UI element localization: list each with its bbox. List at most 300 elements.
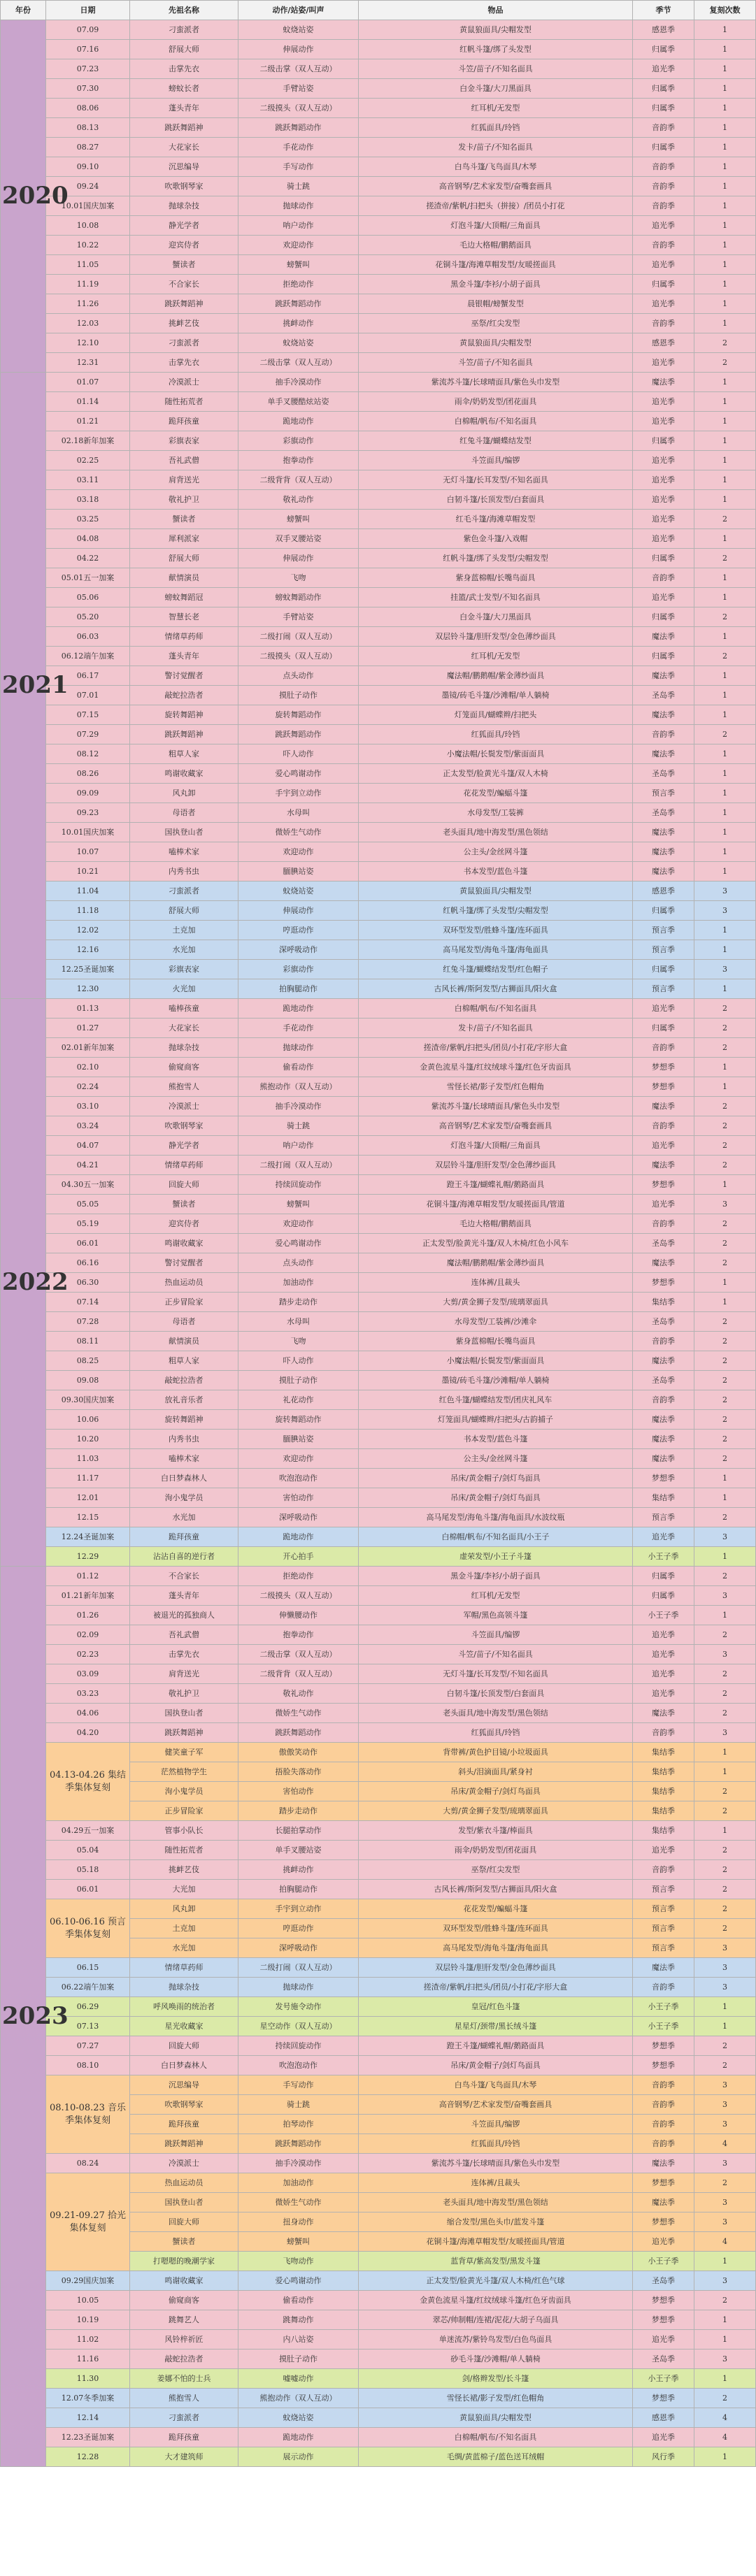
action-cell: 摸肚子动作 bbox=[238, 2350, 359, 2369]
ancestor-cell: 热血运动员 bbox=[130, 2173, 238, 2193]
action-cell: 飞吻 bbox=[238, 1332, 359, 1351]
season-cell: 音韵季 bbox=[633, 2075, 694, 2095]
items-cell: 白棉帽/帆布/不知名面具/小王子 bbox=[359, 1527, 633, 1547]
date-cell: 08.25 bbox=[46, 1351, 130, 1371]
items-cell: 星星灯/颈带/黑长绒斗篷 bbox=[359, 2017, 633, 2036]
season-cell: 音韵季 bbox=[633, 2115, 694, 2134]
table-row bbox=[1, 901, 756, 921]
table-row bbox=[1, 1156, 756, 1175]
action-cell: 手写动作 bbox=[238, 157, 359, 177]
date-cell: 11.19 bbox=[46, 275, 130, 294]
items-cell: 红狐面具/玲铛 bbox=[359, 725, 633, 744]
items-cell: 墨镜/砖毛斗篷/沙滩帽/单人躺椅 bbox=[359, 1371, 633, 1390]
ancestor-cell: 回旋大师 bbox=[130, 2212, 238, 2232]
ancestor-cell: 母语者 bbox=[130, 803, 238, 823]
date-cell: 12.30 bbox=[46, 979, 130, 999]
items-cell: 吊床/黄金帽子/剑灯鸟面具 bbox=[359, 1469, 633, 1488]
ancestor-cell: 敲蛇拉浩者 bbox=[130, 2350, 238, 2369]
ancestor-cell: 沉思编导 bbox=[130, 2075, 238, 2095]
season-cell: 魔法季 bbox=[633, 1430, 694, 1449]
count-cell: 2 bbox=[694, 1782, 756, 1801]
items-cell: 黄鼠狼面具/尖帽发型 bbox=[359, 333, 633, 353]
date-cell: 03.24 bbox=[46, 1116, 130, 1136]
ancestor-cell: 跳舞艺人 bbox=[130, 2310, 238, 2330]
table-row bbox=[1, 627, 756, 647]
action-cell: 欢迎动作 bbox=[238, 1214, 359, 1234]
season-cell: 追光季 bbox=[633, 1841, 694, 1860]
action-cell: 呐户动作 bbox=[238, 1136, 359, 1156]
table-row bbox=[1, 2369, 756, 2389]
action-cell: 飞吻 bbox=[238, 568, 359, 588]
action-cell: 点头动作 bbox=[238, 666, 359, 686]
table-row bbox=[1, 1567, 756, 1586]
items-cell: 吊床/黄金帽子/剑灯鸟面具 bbox=[359, 2056, 633, 2075]
count-cell: 1 bbox=[694, 1821, 756, 1841]
items-cell: 白金斗篷/大刀黑面具 bbox=[359, 79, 633, 99]
table-row bbox=[1, 99, 756, 118]
count-cell: 2 bbox=[694, 1508, 756, 1527]
action-cell: 腼腆站姿 bbox=[238, 862, 359, 882]
items-cell: 发型/紫衣斗篷/棒面具 bbox=[359, 1821, 633, 1841]
action-cell: 摸肚子动作 bbox=[238, 686, 359, 705]
season-cell: 小王子季 bbox=[633, 2017, 694, 2036]
table-row bbox=[1, 1293, 756, 1312]
count-cell: 2 bbox=[694, 353, 756, 373]
action-cell: 二级打闹（双人互动） bbox=[238, 627, 359, 647]
date-cell: 08.27 bbox=[46, 138, 130, 157]
table-row bbox=[1, 607, 756, 627]
table-row bbox=[1, 764, 756, 784]
date-cell: 02.09 bbox=[46, 1625, 130, 1645]
count-cell: 1 bbox=[694, 1547, 756, 1567]
date-cell: 07.16 bbox=[46, 40, 130, 59]
action-cell: 跳跃舞蹈动作 bbox=[238, 2134, 359, 2154]
action-cell: 跳跃舞蹈动作 bbox=[238, 725, 359, 744]
date-cell: 09.24 bbox=[46, 177, 130, 196]
ancestor-cell: 吹歌钢琴家 bbox=[130, 2095, 238, 2115]
ancestor-cell: 水光加 bbox=[130, 1508, 238, 1527]
table-row bbox=[1, 1841, 756, 1860]
date-cell: 06.03 bbox=[46, 627, 130, 647]
items-cell: 背带裤/黄色护目镜/小垃圾面具 bbox=[359, 1743, 633, 1762]
action-cell: 拍琴动作 bbox=[238, 2115, 359, 2134]
count-cell: 1 bbox=[694, 744, 756, 764]
action-cell: 手宇到立动作 bbox=[238, 784, 359, 803]
count-cell: 3 bbox=[694, 960, 756, 979]
table-row bbox=[1, 1527, 756, 1547]
ancestor-cell: 静光学者 bbox=[130, 216, 238, 236]
items-cell: 老头面具/地中海发型/黑色领结 bbox=[359, 823, 633, 842]
items-cell: 吊床/黄金帽子/剑灯鸟面具 bbox=[359, 1782, 633, 1801]
items-cell: 白韧斗篷/长顶发型/白套面具 bbox=[359, 490, 633, 510]
action-cell: 抽手冷漠动作 bbox=[238, 1097, 359, 1116]
items-cell: 晨银帽/螃蟹发型 bbox=[359, 294, 633, 314]
table-row bbox=[1, 2350, 756, 2369]
table-row bbox=[1, 196, 756, 216]
table-row bbox=[1, 1195, 756, 1214]
count-cell: 1 bbox=[694, 803, 756, 823]
ancestor-cell: 击掌先衣 bbox=[130, 59, 238, 79]
date-cell: 01.13 bbox=[46, 999, 130, 1019]
col-year: 年份 bbox=[1, 1, 46, 20]
items-cell: 紫身蓝棉帽/长嘴鸟面具 bbox=[359, 568, 633, 588]
ancestor-cell: 肩背送光 bbox=[130, 470, 238, 490]
ancestor-cell: 鸣谢收藏家 bbox=[130, 1234, 238, 1253]
season-cell: 圣岛季 bbox=[633, 1312, 694, 1332]
count-cell: 2 bbox=[694, 1312, 756, 1332]
table-row bbox=[1, 1116, 756, 1136]
ancestor-cell: 跳跃舞蹈神 bbox=[130, 1723, 238, 1743]
items-cell: 斗笠/苗子/不知名面具 bbox=[359, 1645, 633, 1664]
action-cell: 点头动作 bbox=[238, 1253, 359, 1273]
ancestor-cell: 献情演员 bbox=[130, 1332, 238, 1351]
ancestor-cell: 管事小队长 bbox=[130, 1821, 238, 1841]
items-cell: 雪怪长裙/影子发型/红色帽角 bbox=[359, 1077, 633, 1097]
date-cell: 09.23 bbox=[46, 803, 130, 823]
date-cell: 07.27 bbox=[46, 2036, 130, 2056]
season-cell: 集结季 bbox=[633, 1743, 694, 1762]
table-row bbox=[1, 451, 756, 470]
items-cell: 高马尾发型/海龟斗篷/海龟面具 bbox=[359, 940, 633, 960]
ancestor-cell: 水光加 bbox=[130, 940, 238, 960]
count-cell: 1 bbox=[694, 157, 756, 177]
action-cell: 手写动作 bbox=[238, 2075, 359, 2095]
date-cell: 02.10 bbox=[46, 1058, 130, 1077]
ancestor-cell: 蟹读者 bbox=[130, 2232, 238, 2252]
table-row bbox=[1, 960, 756, 979]
table-row bbox=[1, 2330, 756, 2350]
action-cell: 跪地动作 bbox=[238, 999, 359, 1019]
season-cell: 圣岛季 bbox=[633, 764, 694, 784]
action-cell: 单手叉腰站姿 bbox=[238, 1841, 359, 1860]
table-row bbox=[1, 940, 756, 960]
ancestor-cell: 内秀书虫 bbox=[130, 1430, 238, 1449]
season-cell: 小王子季 bbox=[633, 1997, 694, 2017]
date-cell: 11.17 bbox=[46, 1469, 130, 1488]
season-cell: 预言季 bbox=[633, 979, 694, 999]
season-cell: 追光季 bbox=[633, 2330, 694, 2350]
ancestor-cell: 嗑棒术家 bbox=[130, 842, 238, 862]
count-cell: 2 bbox=[694, 1684, 756, 1704]
items-cell: 虚荣发型/小王子斗篷 bbox=[359, 1547, 633, 1567]
season-cell: 魔法季 bbox=[633, 373, 694, 392]
season-cell: 归属季 bbox=[633, 275, 694, 294]
action-cell: 加油动作 bbox=[238, 1273, 359, 1293]
date-cell: 01.14 bbox=[46, 392, 130, 412]
col-count: 复刻次数 bbox=[694, 1, 756, 20]
season-cell: 追光季 bbox=[633, 490, 694, 510]
table-row bbox=[1, 999, 756, 1019]
items-cell: 灯笼面具/蝴蝶辫/扫把头 bbox=[359, 705, 633, 725]
ancestor-cell: 跳跃舞蹈神 bbox=[130, 2134, 238, 2154]
table-row bbox=[1, 59, 756, 79]
items-cell: 吊床/黄金帽子/剑灯鸟面具 bbox=[359, 1488, 633, 1508]
items-cell: 金黄色流星斗篷/红纹绒球斗篷/红色牙齿面具 bbox=[359, 1058, 633, 1077]
season-cell: 追光季 bbox=[633, 1195, 694, 1214]
table-row bbox=[1, 1077, 756, 1097]
action-cell: 哼逛动作 bbox=[238, 1919, 359, 1938]
count-cell: 2 bbox=[694, 1097, 756, 1116]
table-row bbox=[1, 1488, 756, 1508]
table-row bbox=[1, 1860, 756, 1880]
table-row bbox=[1, 294, 756, 314]
ancestor-cell: 旋转舞蹈神 bbox=[130, 705, 238, 725]
table-row bbox=[1, 353, 756, 373]
items-cell: 斗笠面具/编锣 bbox=[359, 451, 633, 470]
items-cell: 白韧斗篷/长顶发型/白套面具 bbox=[359, 1684, 633, 1704]
count-cell: 1 bbox=[694, 490, 756, 510]
group-label-cell: 04.13-04.26 集结季集体复刻 bbox=[46, 1743, 130, 1821]
items-cell: 蹬王斗篷/蝴蝶礼帽/鹅路面具 bbox=[359, 2036, 633, 2056]
count-cell: 3 bbox=[694, 1958, 756, 1978]
date-cell: 06.22端午加案 bbox=[46, 1978, 130, 1997]
action-cell: 彩旗动作 bbox=[238, 960, 359, 979]
ancestor-cell: 蟹读者 bbox=[130, 255, 238, 275]
ancestor-cell: 吾礼武僧 bbox=[130, 1625, 238, 1645]
ancestor-cell: 敲蛇拉浩者 bbox=[130, 1371, 238, 1390]
ancestor-cell: 情绪草药师 bbox=[130, 1958, 238, 1978]
items-cell: 皇冠/红色斗篷 bbox=[359, 1997, 633, 2017]
action-cell: 微娇生气动作 bbox=[238, 2193, 359, 2212]
count-cell: 2 bbox=[694, 1234, 756, 1253]
action-cell: 嘘嘘动作 bbox=[238, 2369, 359, 2389]
date-cell: 04.30五一加案 bbox=[46, 1175, 130, 1195]
ancestor-cell: 刁蛮派者 bbox=[130, 882, 238, 901]
action-cell: 爱心鸣谢动作 bbox=[238, 2271, 359, 2291]
ancestor-cell: 健笑童子军 bbox=[130, 1743, 238, 1762]
season-cell: 追光季 bbox=[633, 510, 694, 529]
items-cell: 花花发型/蝙蝠斗篷 bbox=[359, 1899, 633, 1919]
ancestor-cell: 回旋大师 bbox=[130, 1175, 238, 1195]
date-cell: 08.24 bbox=[46, 2154, 130, 2173]
count-cell: 2 bbox=[694, 549, 756, 568]
count-cell: 1 bbox=[694, 842, 756, 862]
ancestor-cell: 蓬头青年 bbox=[130, 1586, 238, 1606]
ancestor-cell: 沾沾自喜的逆行者 bbox=[130, 1547, 238, 1567]
season-cell: 归属季 bbox=[633, 1567, 694, 1586]
ancestor-cell: 火光加 bbox=[130, 979, 238, 999]
table-row bbox=[1, 1214, 756, 1234]
items-cell: 紫流苏斗篷/长球晴面具/紫色头巾发型 bbox=[359, 1097, 633, 1116]
action-cell: 旋转舞蹈动作 bbox=[238, 705, 359, 725]
season-cell: 感恩季 bbox=[633, 2408, 694, 2428]
count-cell: 1 bbox=[694, 1488, 756, 1508]
count-cell: 3 bbox=[694, 2271, 756, 2291]
items-cell: 连体裤/且裁头 bbox=[359, 2173, 633, 2193]
count-cell: 1 bbox=[694, 79, 756, 99]
table-row bbox=[1, 412, 756, 431]
action-cell: 爱心鸣谢动作 bbox=[238, 1234, 359, 1253]
ancestor-cell: 刁蛮派者 bbox=[130, 333, 238, 353]
items-cell: 白棉帽/帆布/不知名面具 bbox=[359, 412, 633, 431]
season-cell: 梦想季 bbox=[633, 2291, 694, 2310]
action-cell: 蚊烧站姿 bbox=[238, 882, 359, 901]
items-cell: 花铜斗篷/海滩草帽发型/友暖搓面具/管道 bbox=[359, 2232, 633, 2252]
ancestor-cell: 姜娜不怕的士兵 bbox=[130, 2369, 238, 2389]
table-row bbox=[1, 1175, 756, 1195]
date-cell: 05.04 bbox=[46, 1841, 130, 1860]
date-cell: 10.01国庆加案 bbox=[46, 196, 130, 216]
ancestor-cell: 不合家长 bbox=[130, 1567, 238, 1586]
action-cell: 跪地动作 bbox=[238, 412, 359, 431]
items-cell: 红色斗篷/蝴蝶结发型/团庆礼风车 bbox=[359, 1390, 633, 1410]
action-cell: 二级击掌（双人互动） bbox=[238, 1645, 359, 1664]
ancestor-cell: 白日梦森林人 bbox=[130, 1469, 238, 1488]
date-cell: 08.10 bbox=[46, 2056, 130, 2075]
count-cell: 2 bbox=[694, 2036, 756, 2056]
items-cell: 花铜斗篷/海滩草帽发型/友暖搓面具/管道 bbox=[359, 1195, 633, 1214]
action-cell: 哼逛动作 bbox=[238, 921, 359, 940]
group-label-cell: 08.10-08.23 音乐季集体复刻 bbox=[46, 2075, 130, 2154]
ancestor-cell: 跪拜孩童 bbox=[130, 1527, 238, 1547]
table-row bbox=[1, 1743, 756, 1762]
date-cell: 07.15 bbox=[46, 705, 130, 725]
action-cell: 二级背背（双人互动） bbox=[238, 1664, 359, 1684]
ancestor-cell: 国执登山者 bbox=[130, 1704, 238, 1723]
season-cell: 音韵季 bbox=[633, 725, 694, 744]
action-cell: 蚊烧站姿 bbox=[238, 20, 359, 40]
table-row bbox=[1, 842, 756, 862]
action-cell: 吹泡泡动作 bbox=[238, 1469, 359, 1488]
date-cell: 06.17 bbox=[46, 666, 130, 686]
season-cell: 感恩季 bbox=[633, 20, 694, 40]
ancestor-cell: 跳跃舞蹈神 bbox=[130, 725, 238, 744]
count-cell: 1 bbox=[694, 2369, 756, 2389]
season-cell: 梦想季 bbox=[633, 2389, 694, 2408]
items-cell: 灯笼面具/蝴蝶辫/扫把头/古韵捕子 bbox=[359, 1410, 633, 1430]
ancestor-cell: 母语者 bbox=[130, 1312, 238, 1332]
action-cell: 二级摸头（双人互动） bbox=[238, 1586, 359, 1606]
ancestor-cell: 吹歌钢琴家 bbox=[130, 1116, 238, 1136]
count-cell: 2 bbox=[694, 1390, 756, 1410]
date-cell: 10.22 bbox=[46, 236, 130, 255]
items-cell: 蹬王斗篷/蝴蝶礼帽/鹅路面具 bbox=[359, 1175, 633, 1195]
season-cell: 音韵季 bbox=[633, 1860, 694, 1880]
date-cell: 10.08 bbox=[46, 216, 130, 236]
date-cell: 08.12 bbox=[46, 744, 130, 764]
season-cell: 魔法季 bbox=[633, 862, 694, 882]
action-cell: 星空动作（双人互动） bbox=[238, 2017, 359, 2036]
action-cell: 扭身动作 bbox=[238, 2212, 359, 2232]
items-cell: 剑/格辫发型/长斗篷 bbox=[359, 2369, 633, 2389]
count-cell: 2 bbox=[694, 1214, 756, 1234]
table-row bbox=[1, 1332, 756, 1351]
ancestor-cell: 正步冒险家 bbox=[130, 1801, 238, 1821]
count-cell: 1 bbox=[694, 431, 756, 451]
action-cell: 彩旗动作 bbox=[238, 431, 359, 451]
ancestor-cell: 跪拜孩童 bbox=[130, 2115, 238, 2134]
count-cell: 1 bbox=[694, 392, 756, 412]
date-cell: 03.09 bbox=[46, 1664, 130, 1684]
table-row bbox=[1, 1586, 756, 1606]
date-cell: 06.01 bbox=[46, 1880, 130, 1899]
season-cell: 梦想季 bbox=[633, 1469, 694, 1488]
action-cell: 螃蟹叫 bbox=[238, 2232, 359, 2252]
season-cell: 魔法季 bbox=[633, 823, 694, 842]
items-cell: 黄鼠狼面具/尖帽发型 bbox=[359, 20, 633, 40]
date-cell: 05.20 bbox=[46, 607, 130, 627]
count-cell: 3 bbox=[694, 2095, 756, 2115]
count-cell: 2 bbox=[694, 1038, 756, 1058]
season-cell: 魔法季 bbox=[633, 1410, 694, 1430]
season-cell: 追光季 bbox=[633, 1625, 694, 1645]
action-cell: 抽手冷漠动作 bbox=[238, 373, 359, 392]
date-cell: 06.15 bbox=[46, 1958, 130, 1978]
date-cell: 12.07冬季加案 bbox=[46, 2389, 130, 2408]
season-cell: 预言季 bbox=[633, 1919, 694, 1938]
table-row bbox=[1, 1821, 756, 1841]
ancestor-cell: 嗑棒孩童 bbox=[130, 999, 238, 1019]
season-cell: 归属季 bbox=[633, 960, 694, 979]
season-cell: 音韵季 bbox=[633, 1038, 694, 1058]
action-cell: 伸展动作 bbox=[238, 40, 359, 59]
count-cell: 2 bbox=[694, 1253, 756, 1273]
action-cell: 发号施令动作 bbox=[238, 1997, 359, 2017]
items-cell: 书本发型/蓝色斗篷 bbox=[359, 862, 633, 882]
count-cell: 1 bbox=[694, 2330, 756, 2350]
table-row bbox=[1, 1704, 756, 1723]
items-cell: 红帆斗篷/绑了头发型/尖帽发型 bbox=[359, 901, 633, 921]
action-cell: 欢迎动作 bbox=[238, 842, 359, 862]
season-cell: 追光季 bbox=[633, 412, 694, 431]
season-cell: 追光季 bbox=[633, 470, 694, 490]
table-row bbox=[1, 1234, 756, 1253]
count-cell: 2 bbox=[694, 999, 756, 1019]
date-cell: 05.06 bbox=[46, 588, 130, 607]
items-cell: 蓝背草/紫高发型/黑发斗篷 bbox=[359, 2252, 633, 2271]
count-cell: 1 bbox=[694, 373, 756, 392]
action-cell: 螃蚊舞蹈动作 bbox=[238, 588, 359, 607]
table-row bbox=[1, 2428, 756, 2447]
items-cell: 紫色金斗篷/入戏帽 bbox=[359, 529, 633, 549]
table-row bbox=[1, 1058, 756, 1077]
date-cell: 01.07 bbox=[46, 373, 130, 392]
items-cell: 雨伞/奶奶发型/团花面具 bbox=[359, 1841, 633, 1860]
items-cell: 花花发型/蝙蝠斗篷 bbox=[359, 784, 633, 803]
count-cell: 2 bbox=[694, 1156, 756, 1175]
items-cell: 高马尾发型/海龟斗篷/海龟面具 bbox=[359, 1938, 633, 1958]
date-cell: 04.22 bbox=[46, 549, 130, 568]
items-cell: 搓渣帝/紫帆/扫把头/团员/小打花/字形大盒 bbox=[359, 1978, 633, 1997]
count-cell: 1 bbox=[694, 1273, 756, 1293]
table-row bbox=[1, 275, 756, 294]
date-cell: 09.10 bbox=[46, 157, 130, 177]
action-cell: 骑士跳 bbox=[238, 2095, 359, 2115]
action-cell: 二级击掌（双人互动） bbox=[238, 353, 359, 373]
date-cell: 04.29五一加案 bbox=[46, 1821, 130, 1841]
season-cell: 预言季 bbox=[633, 784, 694, 803]
table-row bbox=[1, 373, 756, 392]
action-cell: 螃蟹叫 bbox=[238, 255, 359, 275]
count-cell: 2 bbox=[694, 647, 756, 666]
date-cell: 08.06 bbox=[46, 99, 130, 118]
action-cell: 踏步走动作 bbox=[238, 1293, 359, 1312]
count-cell: 2 bbox=[694, 1116, 756, 1136]
ancestor-cell: 热血运动员 bbox=[130, 1273, 238, 1293]
count-cell: 2 bbox=[694, 1136, 756, 1156]
table-row bbox=[1, 1625, 756, 1645]
ancestor-cell: 偷窥商客 bbox=[130, 2291, 238, 2310]
ancestor-cell: 迎宾侍者 bbox=[130, 1214, 238, 1234]
action-cell: 伸懒腰动作 bbox=[238, 1606, 359, 1625]
count-cell: 1 bbox=[694, 1606, 756, 1625]
count-cell: 2 bbox=[694, 2389, 756, 2408]
date-cell: 06.30 bbox=[46, 1273, 130, 1293]
count-cell: 1 bbox=[694, 823, 756, 842]
ancestor-cell: 水光加 bbox=[130, 1938, 238, 1958]
items-cell: 毛边大格帽/鹏鹅面具 bbox=[359, 236, 633, 255]
table-row bbox=[1, 1430, 756, 1449]
